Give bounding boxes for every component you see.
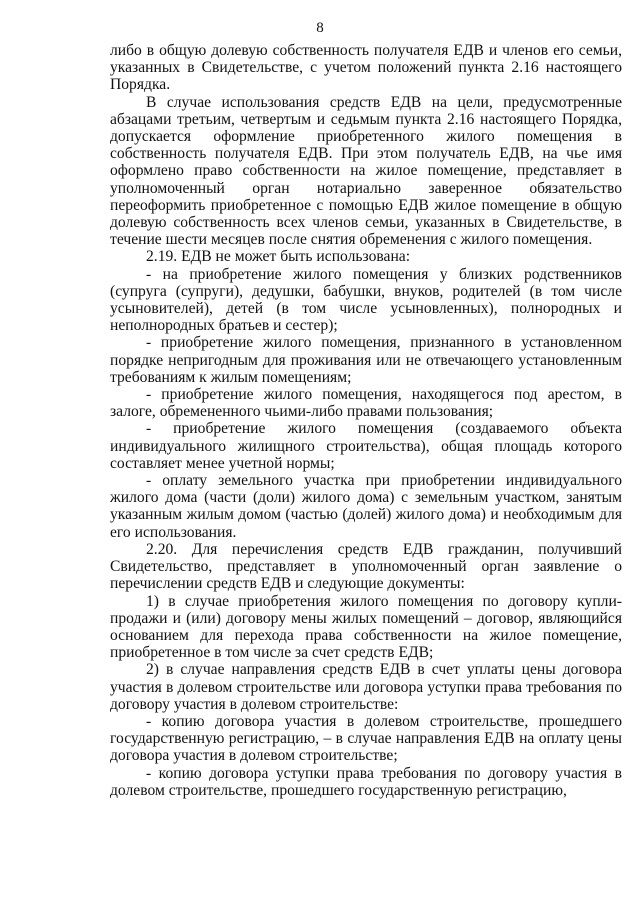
- list-item-small-area: - приобретение жилого помещения (создаваемого объекта индивидуального жилищного строительства), общая площадь которого составляет менее учетной нормы;: [110, 420, 622, 472]
- paragraph-ownership: В случае использования средств ЕДВ на цели, предусмотренные абзацами третьим, четвертым и седьмым пункта 2.16 настоящего Порядка, допускается оформление приобретенного жилого помещения в собственность получателя ЕДВ. При этом получатель ЕДВ, на чье имя оформлено право собственности на жилое помещение, представляет в уполномоченный орган нотариально заверенное обязательство переоформить приобретенное с помощью ЕДВ жилое помещение в общую долевую собственность всех членов семьи, указанных в Свидетельстве, в течение шести месяцев после снятия обременения с жилого помещения.: [110, 93, 622, 249]
- list-item-contract-copy: - копию договора участия в долевом строительстве, прошедшего государственную регистрацию, – в случае направления ЕДВ на оплату цены договора участия в долевом строительстве;: [110, 712, 622, 765]
- page-number: 8: [316, 20, 324, 36]
- list-item-purchase-contract: 1) в случае приобретения жилого помещения по договору купли-продажи и (или) договору мены жилых помещений – договор, являющийся основанием для перехода права собственности на жилое помещение, приобретенное в том числе за счет средств ЕДВ;: [110, 592, 622, 662]
- paragraph-continuation: либо в общую долевую собственность получателя ЕДВ и членов его семьи, указанных в Свидетельстве, с учетом положений пункта 2.16 настоящего Порядка.: [110, 42, 622, 94]
- list-item-assignment-copy: - копию договора уступки права требования по договору участия в долевом строительстве, прошедшего государственную регистрацию,: [110, 764, 622, 799]
- list-item-arrested-housing: - приобретение жилого помещения, находящегося под арестом, в залоге, обремененного чьими-либо правами пользования;: [110, 386, 622, 421]
- document-body: [110, 42, 622, 799]
- list-item-unfit-housing: - приобретение жилого помещения, признанного в установленном порядке непригодным для проживания или не отвечающего установленным требованиям к жилым помещениям;: [110, 334, 622, 386]
- list-item-relatives: - на приобретение жилого помещения у близких родственников (супруга (супруги), дедушки, бабушки, внуков, родителей (в том числе усыновителей), детей (в том числе усыновленных), полнородных и неполнородных братьев и сестер);: [110, 265, 622, 335]
- list-item-shared-construction: 2) в случае направления средств ЕДВ в счет уплаты цены договора участия в долевом строительстве или договора уступки права требования по договору участия в долевом строительстве:: [110, 661, 622, 713]
- paragraph-2-19-heading: 2.19. ЕДВ не может быть использована:: [146, 248, 411, 266]
- paragraph-2-20: 2.20. Для перечисления средств ЕДВ гражданин, получивший Свидетельство, представляет в уполномоченный орган заявление о перечислении средств ЕДВ и следующие документы:: [110, 540, 622, 593]
- list-item-land-plot: - оплату земельного участка при приобретении индивидуального жилого дома (части (доли) жилого дома) с земельным участком, занятым указанным жилым домом (частью (долей) жилого дома) и необходимым для его использования.: [110, 472, 622, 541]
